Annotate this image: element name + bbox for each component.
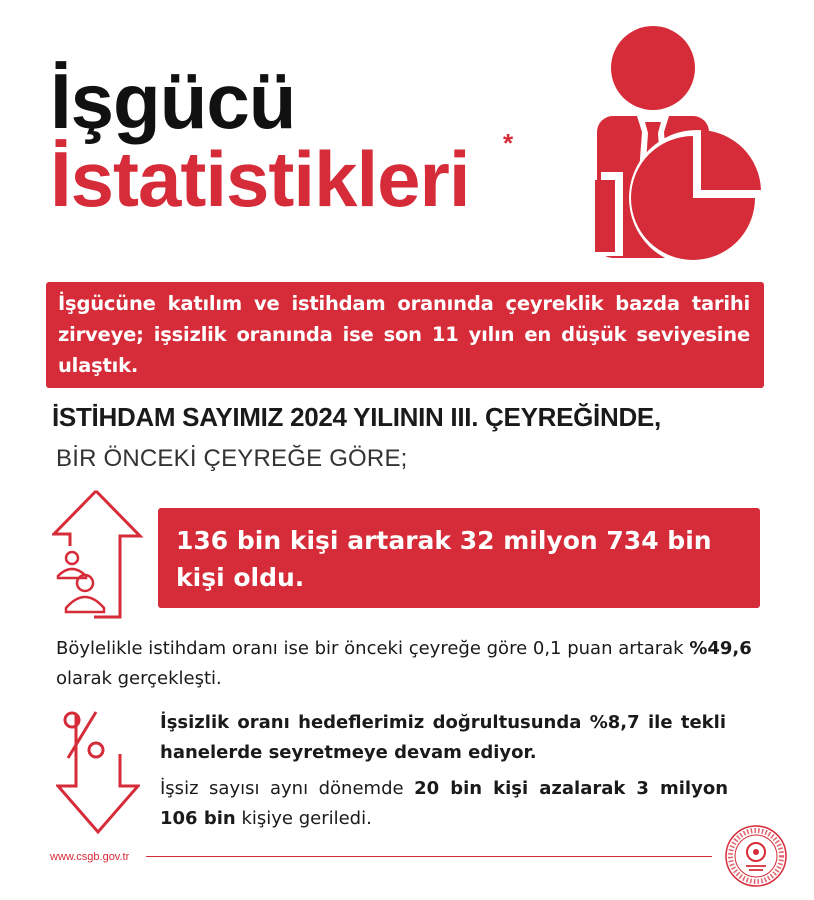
employment-highlight-box: 136 bin kişi artarak 32 milyon 734 bin kişi oldu. bbox=[158, 508, 760, 608]
employment-subheading: BİR ÖNCEKİ ÇEYREĞE GÖRE; bbox=[56, 445, 408, 472]
footer-url[interactable]: www.csgb.gov.tr bbox=[50, 851, 130, 863]
unemployment-count-paragraph bbox=[160, 774, 728, 834]
employment-rate-text-1: Böylelikle istihdam oranı ise bir önceki çeyreğe göre 0,1 puan artarak bbox=[56, 638, 690, 659]
unemployment-count-text-2: kişiye geriledi. bbox=[235, 808, 372, 829]
ministry-seal-icon bbox=[722, 822, 790, 890]
unemployment-rate-text: İşsizlik oranı hedeflerimiz doğrultusunda %8,7 ile tekli hanelerde seyretmeye devam ediyor. bbox=[160, 712, 726, 763]
employment-heading: İSTİHDAM SAYIMIZ 2024 YILININ III. ÇEYREĞİNDE, bbox=[52, 402, 661, 432]
percent-down-arrow-icon bbox=[56, 706, 140, 836]
page-title-line1: İşgücü bbox=[50, 57, 296, 145]
up-arrow-people-icon bbox=[52, 488, 144, 620]
title-asterisk: * bbox=[503, 128, 514, 158]
unemployment-count-bold: 20 bin kişi azalarak 3 milyon 106 bin bbox=[160, 778, 729, 829]
employment-rate-value: %49,6 bbox=[689, 638, 752, 659]
headline-banner: İşgücüne katılım ve istihdam oranında çeyreklik bazda tarihi zirveye; işsizlik oranında ise son 11 yılın en düşük seviyesine ulaştık. bbox=[46, 282, 764, 388]
page-title-line2: İstatistikleri bbox=[50, 135, 470, 223]
unemployment-count-text-1: İşsiz sayısı aynı dönemde bbox=[160, 778, 415, 799]
employment-rate-text-2: olarak gerçekleşti. bbox=[56, 668, 222, 689]
footer-divider bbox=[146, 856, 712, 857]
employment-rate-paragraph bbox=[56, 634, 776, 694]
worker-with-pie-chart-icon bbox=[585, 20, 765, 265]
